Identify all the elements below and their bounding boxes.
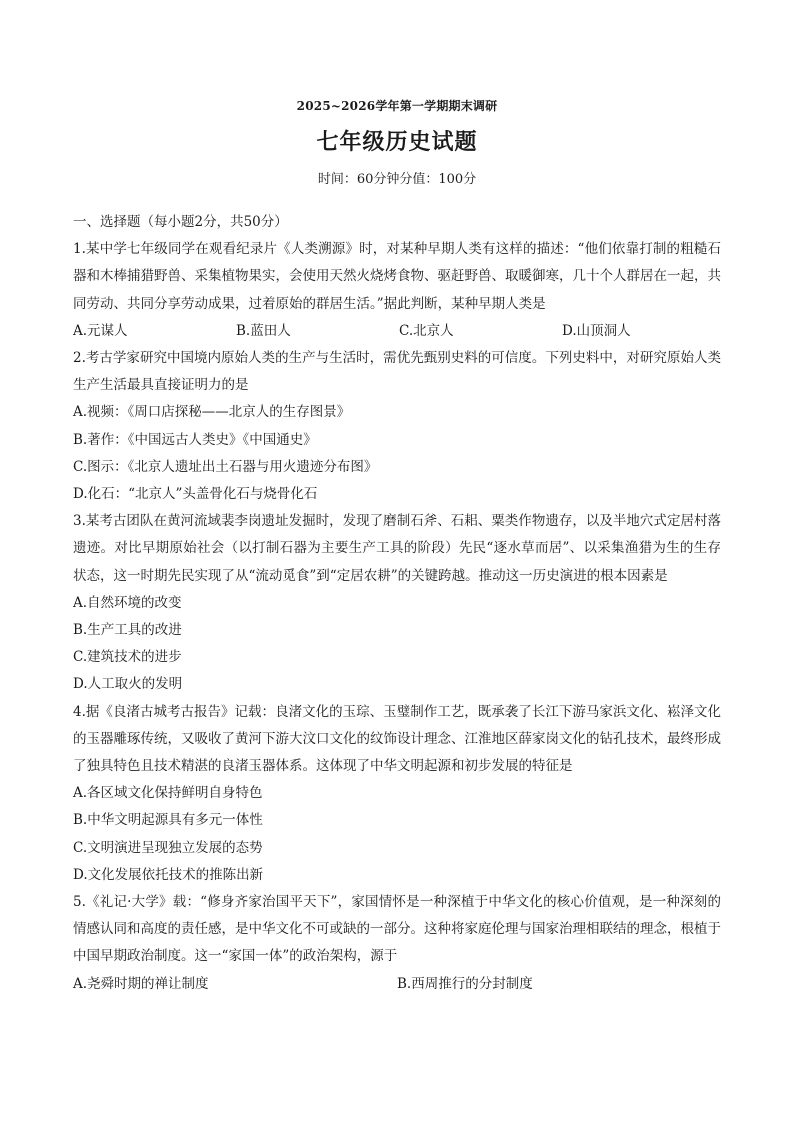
option-d: D.人工取火的发明 <box>73 676 183 693</box>
option-c: C.北京人 <box>399 322 454 339</box>
question-1 <box>73 236 721 345</box>
option-row <box>73 971 721 998</box>
option-a: A.各区域文化保持鲜明自身特色 <box>73 785 263 802</box>
option-d: D.山顶洞人 <box>562 322 631 339</box>
exam-time-score-info: 时间：60分钟分值：100分 <box>317 172 477 187</box>
section-title: 一、选择题（每小题2分，共50分） <box>73 214 288 230</box>
option-a: A.元谋人 <box>73 322 128 339</box>
option-b: B.著作：《中国远古人类史》《中国通史》 <box>73 431 317 448</box>
exam-content <box>73 209 721 998</box>
option-a: A.尧舜时期的禅让制度 <box>73 975 209 992</box>
option-b: B.生产工具的改进 <box>73 622 182 639</box>
question-5 <box>73 889 721 998</box>
question-stem: 2.考古学家研究中国境内原始人类的生产与生活时，需优先甄别史料的可信度。下列史料中，对研究原始人类生产生活最具直接证明力的是 <box>73 350 721 394</box>
option-b: B.蓝田人 <box>236 322 291 339</box>
question-stem: 5.《礼记·大学》载：“修身齐家治国平天下”，家国情怀是一种深植于中华文化的核心价值观，是一种深刻的情感认同和高度的责任感，是中华文化不可或缺的一部分。这种将家庭伦理与国家治理相联结的理念，根植于中国早期政治制度。这一“家国一体”的政治架构，源于 <box>73 894 721 965</box>
option-b: B.中华文明起源具有多元一体性 <box>73 812 263 829</box>
option-c: C.文明演进呈现独立发展的态势 <box>73 839 263 856</box>
question-4 <box>73 699 721 889</box>
option-d: D.文化发展依托技术的推陈出新 <box>73 866 264 883</box>
question-stem: 3.某考古团队在黄河流域裴李岗遗址发掘时，发现了磨制石斧、石耜、粟类作物遗存，以及半地穴式定居村落遗迹。对比早期原始社会（以打制石器为主要生产工具的阶段）先民“逐水草而居”、以采集渔猎为生的生存状态，这一时期先民实现了从“流动觅食”到“定居农耕”的关键跨越。推动这一历史演进的根本因素是 <box>73 513 721 584</box>
option-a: A.自然环境的改变 <box>73 594 182 611</box>
exam-year-heading: 2025~2026学年第一学期期末调研 <box>296 99 498 113</box>
option-a: A.视频：《周口店探秘——北京人的生存图景》 <box>73 404 351 421</box>
question-stem: 1.某中学七年级同学在观看纪录片《人类溯源》时，对某种早期人类有这样的描述：“他们依靠打制的粗糙石器和木棒捕猎野兽、采集植物果实，会使用天然火烧烤食物、驱赶野兽、取暖御寒，几十个人群居在一起，共同劳动、共同分享劳动成果，过着原始的群居生活。”据此判断，某种早期人类是 <box>73 241 721 312</box>
option-c: C.图示：《北京人遗址出土石器与用火遗迹分布图》 <box>73 458 378 475</box>
option-c: C.建筑技术的进步 <box>73 649 182 666</box>
exam-title: 七年级历史试题 <box>316 129 478 155</box>
option-b: B.西周推行的分封制度 <box>397 975 533 992</box>
question-stem: 4.据《良渚古城考古报告》记载：良渚文化的玉琮、玉璧制作工艺，既承袭了长江下游马家浜文化、崧泽文化的玉器雕琢传统，又吸收了黄河下游大汶口文化的纹饰设计理念、江淮地区薛家岗文化的钻孔技术，最终形成了独具特色且技术精湛的良渚玉器体系。这体现了中华文明起源和初步发展的特征是 <box>73 703 721 775</box>
option-row <box>73 318 721 345</box>
question-2 <box>73 345 721 508</box>
question-3 <box>73 508 721 698</box>
option-d: D.化石：“北京人”头盖骨化石与烧骨化石 <box>73 486 318 503</box>
